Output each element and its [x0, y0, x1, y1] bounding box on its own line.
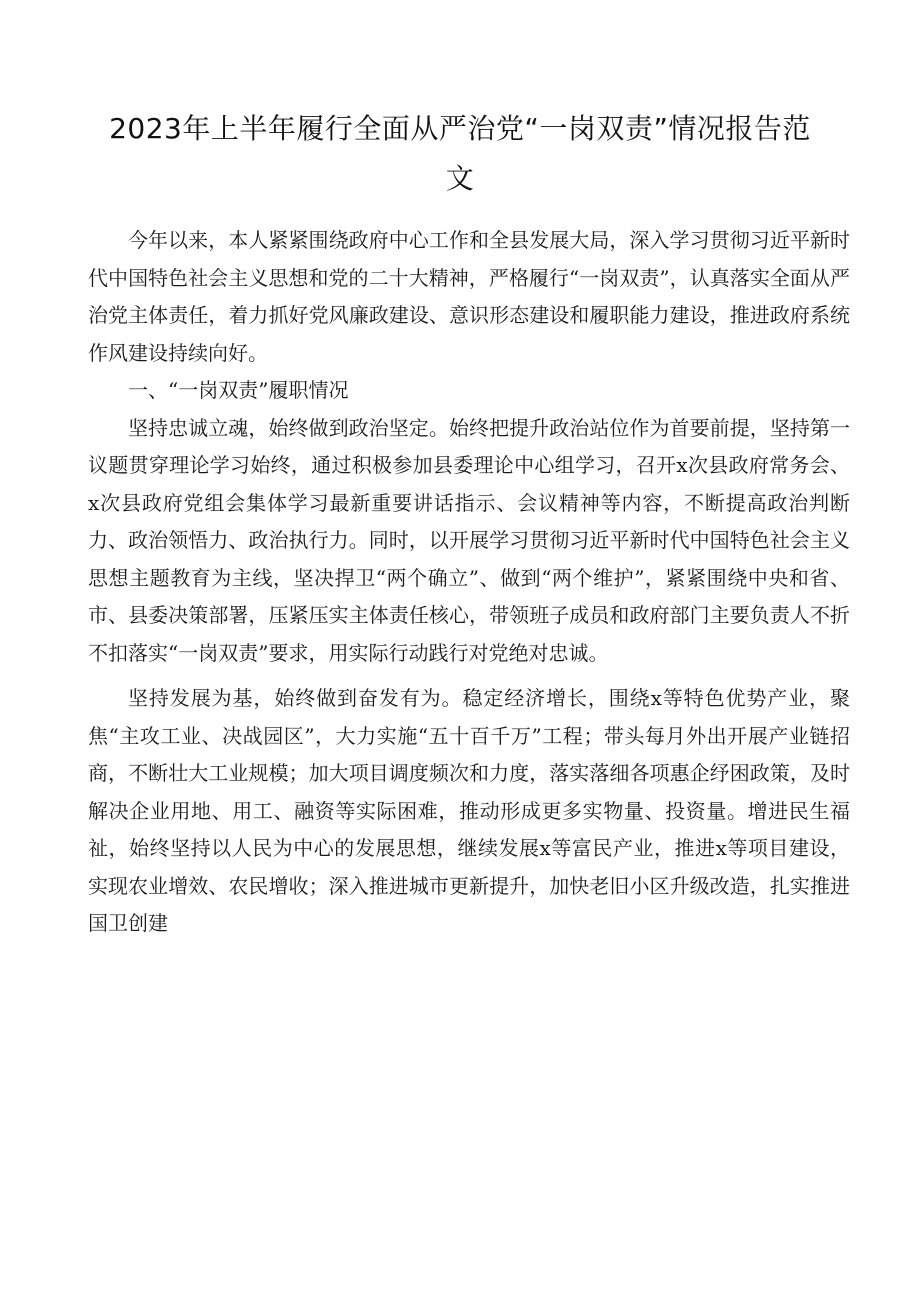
body-paragraph: 坚持忠诚立魂，始终做到政治坚定。始终把提升政治站位作为首要前提，坚持第一议题贯穿理论学习始终，通过积极参加县委理论中心组学习，召开x次县政府常务会、x次县政府党组会集体学习最新重要讲话指示、会议精神等内容，不断提高政治判断力、政治领悟力、政治执行力。同时，以开展学习贯彻习近平新时代中国特色社会主义思想主题教育为主线，坚决捍卫“两个确立”、做到“两个维护”，紧紧围绕中央和省、市、县委决策部署，压紧压实主体责任核心，带领班子成员和政府部门主要负责人不折不扣落实“一岗双责”要求，用实际行动践行对党绝对忠诚。 [88, 415, 850, 665]
document-title: 2023年上半年履行全面从严治党“一岗双责”情况报告范文 [109, 112, 811, 195]
intro-paragraph: 今年以来，本人紧紧围绕政府中心工作和全县发展大局，深入学习贯彻习近平新时代中国特色社会主义思想和党的二十大精神，严格履行“一岗双责”，认真落实全面从严治党主体责任，着力抓好党风廉政建设、意识形态建设和履职能力建设，推进政府系统作风建设持续向好。 [88, 228, 850, 365]
document-body [88, 222, 850, 943]
body-paragraph: 坚持发展为基，始终做到奋发有为。稳定经济增长，围绕x等特色优势产业，聚焦“主攻工业、决战园区”，大力实施“五十百千万”工程；带头每月外出开展产业链招商，不断壮大工业规模；加大项目调度频次和力度，落实落细各项惠企纾困政策，及时解决企业用地、用工、融资等实际困难，推动形成更多实物量、投资量。增进民生福祉，始终坚持以人民为中心的发展思想，继续发展x等富民产业，推进x等项目建设，实现农业增效、农民增收；深入推进城市更新提升，加快老旧小区升级改造，扎实推进国卫创建 [88, 686, 850, 935]
section-heading: 一、“一岗双责”履职情况 [128, 378, 349, 402]
